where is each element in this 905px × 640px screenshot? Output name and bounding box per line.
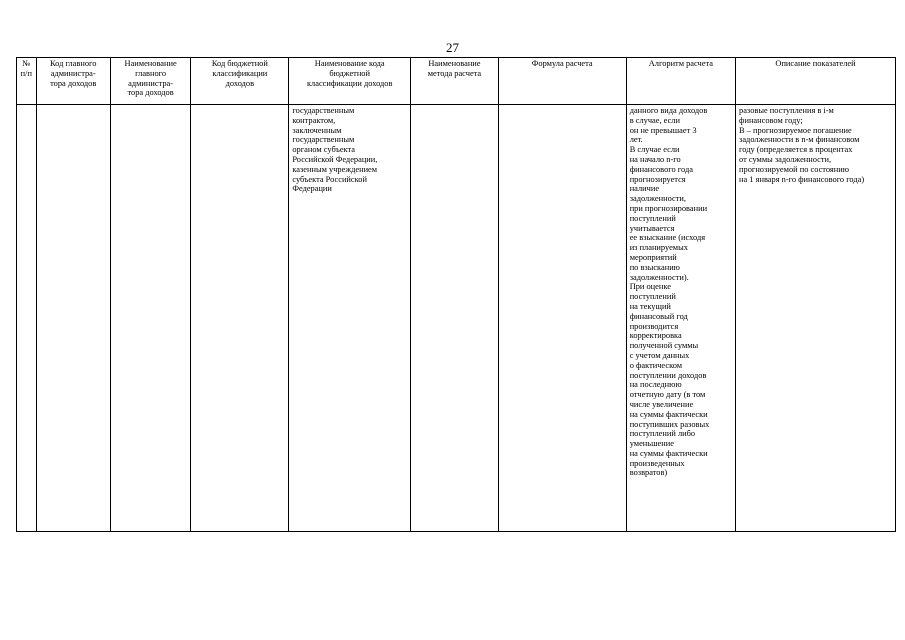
cell-algorithm-text: данного вида доходов в случае, если он не превышает 3 лет. В случае если на начало n-го финансового года прогнозируется наличие задолженности, при прогнозировании поступлений учитывается ее взыскание (исходя из планируемых мероприятий по взысканию задолженности). При оценке поступлений на текущий финансовый год производится корректировка полученной суммы с учетом данных о фактическом поступлении доходов на последнюю отчетную дату (в том числе увеличение на суммы фактически поступивших разовых поступлений либо уменьшение на суммы фактически произведенных возвратов): [629, 106, 710, 478]
cell-budget-code-name-text: государственным контрактом, заключенным государственным органом субъекта Российской Федерации, казенным учреждением субъекта Российской Федерации: [292, 106, 378, 194]
header-indicators: [736, 58, 896, 105]
header-algorithm: [626, 58, 735, 105]
header-indicators-text: Описание показателей: [775, 59, 856, 68]
header-admin-code-text: Код главного администра- тора доходов: [50, 59, 97, 88]
header-budget-code-name: [289, 58, 411, 105]
header-row-number: [17, 58, 37, 105]
cell-budget-code-name: [289, 105, 411, 532]
header-row-number-text: № п/п: [20, 59, 32, 78]
cell-admin-code: [36, 105, 110, 532]
header-budget-code-name-text: Наименование кода бюджетной классификации доходов: [306, 59, 393, 88]
table-row: [17, 105, 896, 532]
cell-row-number: [17, 105, 37, 532]
header-method-name-text: Наименование метода расчета: [427, 59, 482, 78]
cell-indicators: [736, 105, 896, 532]
cell-algorithm: [626, 105, 735, 532]
revenue-methodology-table: [16, 57, 896, 532]
cell-admin-name: [110, 105, 190, 532]
header-admin-code: [36, 58, 110, 105]
page-number: 27: [446, 40, 459, 55]
header-algorithm-text: Алгоритм расчета: [648, 59, 713, 68]
cell-formula: [498, 105, 626, 532]
cell-budget-code: [191, 105, 289, 532]
header-budget-code-text: Код бюджетной классификации доходов: [211, 59, 268, 88]
header-budget-code: [191, 58, 289, 105]
header-admin-name-text: Наименование главного администра- тора доходов: [124, 59, 177, 98]
header-formula: [498, 58, 626, 105]
cell-indicators-text: разовые поступления в i-м финансовом году; В – прогнозируемое погашение задолженности в n-м финансовом году (определяется в процентах от суммы задолженности, прогнозируемой по состоянию на 1 января n-го финансового года): [739, 106, 865, 184]
table-header-row: [17, 58, 896, 105]
header-method-name: [411, 58, 499, 105]
header-admin-name: [110, 58, 190, 105]
header-formula-text: Формула расчета: [531, 59, 593, 68]
cell-method-name: [411, 105, 499, 532]
